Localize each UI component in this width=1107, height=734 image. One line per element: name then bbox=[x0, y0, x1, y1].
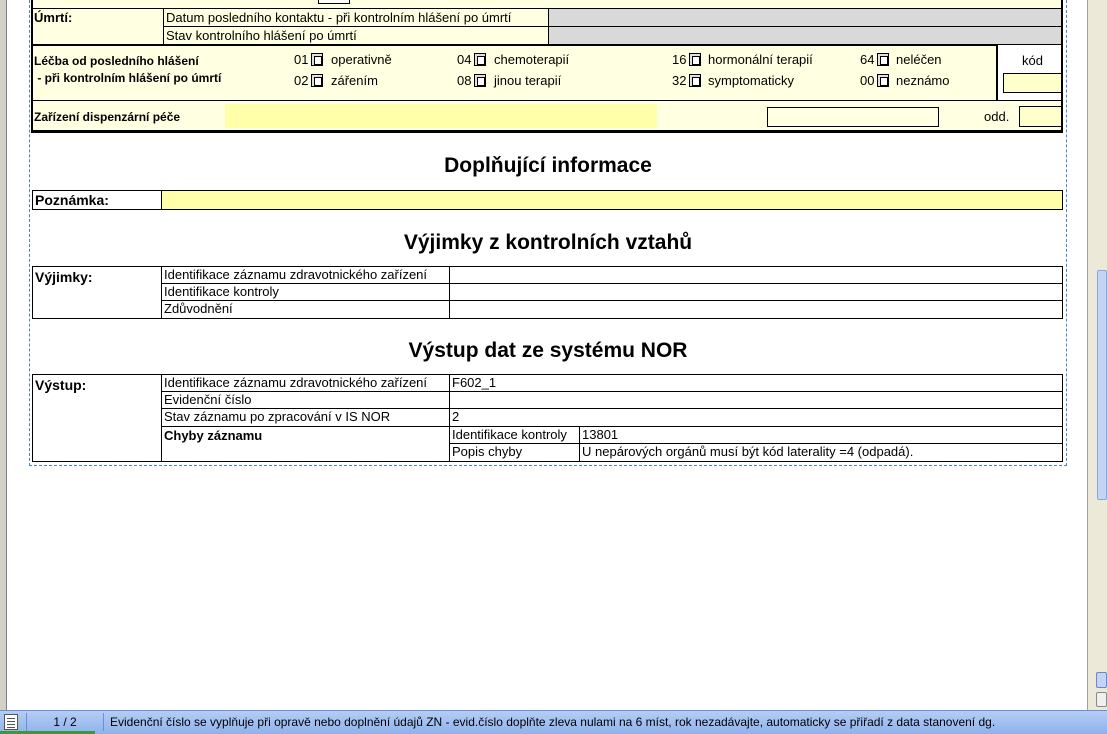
death-label: Úmrtí: bbox=[34, 10, 73, 25]
error-description-label: Popis chyby bbox=[449, 443, 580, 462]
record-errors-label: Chyby záznamu bbox=[161, 426, 450, 462]
output-row-evidence-number-label: Evidenční číslo bbox=[161, 391, 450, 409]
treatment-code-00: 00 bbox=[860, 73, 875, 88]
checkbox-hormonal-therapy[interactable] bbox=[689, 53, 701, 66]
exceptions-label: Výjimky: bbox=[32, 266, 162, 319]
output-title: Výstup dat ze systému NOR bbox=[408, 339, 688, 362]
clipped-field bbox=[318, 0, 350, 4]
death-row1-label: Datum posledního kontaktu - při kontrolním hlášení po úmrtí bbox=[166, 10, 512, 25]
treatment-label-radiation: zářením bbox=[331, 73, 378, 88]
last-contact-date-field[interactable] bbox=[548, 9, 1061, 26]
error-control-id-value: 13801 bbox=[579, 426, 1063, 444]
treatment-label-operative: operativně bbox=[331, 52, 392, 67]
exception-row-control-id: Identifikace kontroly bbox=[161, 283, 450, 301]
checkbox-symptomatic[interactable] bbox=[689, 74, 701, 87]
treatment-label-not-treated: neléčen bbox=[896, 52, 942, 67]
treatment-subheading: - při kontrolním hlášení po úmrtí bbox=[34, 71, 222, 85]
note-label: Poznámka: bbox=[32, 190, 162, 210]
exception-value-justification[interactable] bbox=[449, 300, 1063, 319]
treatment-label-unknown: neznámo bbox=[896, 73, 950, 88]
treatment-label-other-therapy: jinou terapií bbox=[494, 73, 562, 88]
dispensary-yellow-field[interactable] bbox=[225, 104, 657, 128]
error-description-value: U nepárových orgánů musí být kód laterality =4 (odpadá). bbox=[579, 443, 1063, 462]
row-divider bbox=[33, 44, 1061, 46]
document-icon bbox=[4, 714, 18, 730]
scrollbar-thumb[interactable] bbox=[1097, 270, 1107, 500]
exception-value-control-id[interactable] bbox=[449, 283, 1063, 301]
output-row-status-label: Stav záznamu po zpracování v IS NOR bbox=[161, 408, 450, 427]
treatment-heading: Léčba od posledního hlášení bbox=[34, 54, 199, 68]
treatment-code-16: 16 bbox=[672, 52, 687, 67]
treatment-label-chemotherapy: chemoterapií bbox=[494, 52, 570, 67]
scroll-down-arrow-icon[interactable] bbox=[1096, 672, 1107, 688]
scroll-corner-button[interactable] bbox=[1096, 692, 1107, 707]
department-label: odd. bbox=[984, 109, 1010, 124]
treatment-code-64: 64 bbox=[860, 52, 875, 67]
exception-row-record-id: Identifikace záznamu zdravotnického zařízení bbox=[161, 266, 450, 284]
exceptions-title: Výjimky z kontrolních vztahů bbox=[403, 231, 693, 254]
output-row-evidence-number-value bbox=[449, 391, 1063, 409]
treatment-code-04: 04 bbox=[457, 52, 472, 67]
page-indicator: 1 / 2 bbox=[26, 713, 104, 731]
dispensary-code-input[interactable] bbox=[767, 107, 939, 127]
treatment-label-hormonal-therapy: hormonální terapií bbox=[708, 52, 813, 67]
checkbox-chemotherapy[interactable] bbox=[474, 53, 486, 66]
treatment-code-01: 01 bbox=[294, 52, 309, 67]
output-row-status-value: 2 bbox=[449, 408, 1063, 427]
death-row2-label: Stav kontrolního hlášení po úmrtí bbox=[166, 28, 357, 43]
row-divider bbox=[33, 100, 1061, 101]
treatment-code-32: 32 bbox=[672, 73, 687, 88]
status-bar bbox=[0, 710, 1107, 734]
checkbox-not-treated[interactable] bbox=[877, 53, 889, 66]
checkbox-unknown[interactable] bbox=[877, 74, 889, 87]
checkbox-operative[interactable] bbox=[311, 53, 323, 66]
death-report-status-field[interactable] bbox=[548, 27, 1061, 44]
dispensary-label: Zařízení dispenzární péče bbox=[34, 110, 181, 124]
error-control-id-label: Identifikace kontroly bbox=[449, 426, 580, 444]
output-label: Výstup: bbox=[32, 374, 162, 462]
department-input[interactable] bbox=[1019, 106, 1062, 127]
checkbox-other-therapy[interactable] bbox=[474, 74, 486, 87]
left-window-edge bbox=[0, 0, 7, 710]
exception-value-record-id[interactable] bbox=[449, 266, 1063, 284]
treatment-code-input[interactable] bbox=[1003, 73, 1062, 93]
treatment-label-symptomatic: symptomaticky bbox=[708, 73, 794, 88]
treatment-code-02: 02 bbox=[294, 73, 309, 88]
additional-info-title: Doplňující informace bbox=[444, 154, 652, 177]
output-row-record-id-value: F602_1 bbox=[449, 374, 1063, 392]
output-row-record-id-label: Identifikace záznamu zdravotnického zařízení bbox=[161, 374, 450, 392]
exception-row-justification: Zdůvodnění bbox=[161, 300, 450, 319]
note-input[interactable] bbox=[161, 190, 1063, 210]
code-label: kód bbox=[1022, 53, 1043, 68]
status-message: Evidenční číslo se vyplňuje při opravě nebo doplnění údajů ZN - evid.číslo doplňte zleva nulami na 6 míst, rok nezadávajte, automaticky se přiřadí z data stanovení dg. bbox=[110, 715, 996, 729]
treatment-code-08: 08 bbox=[457, 73, 472, 88]
checkbox-radiation[interactable] bbox=[311, 74, 323, 87]
